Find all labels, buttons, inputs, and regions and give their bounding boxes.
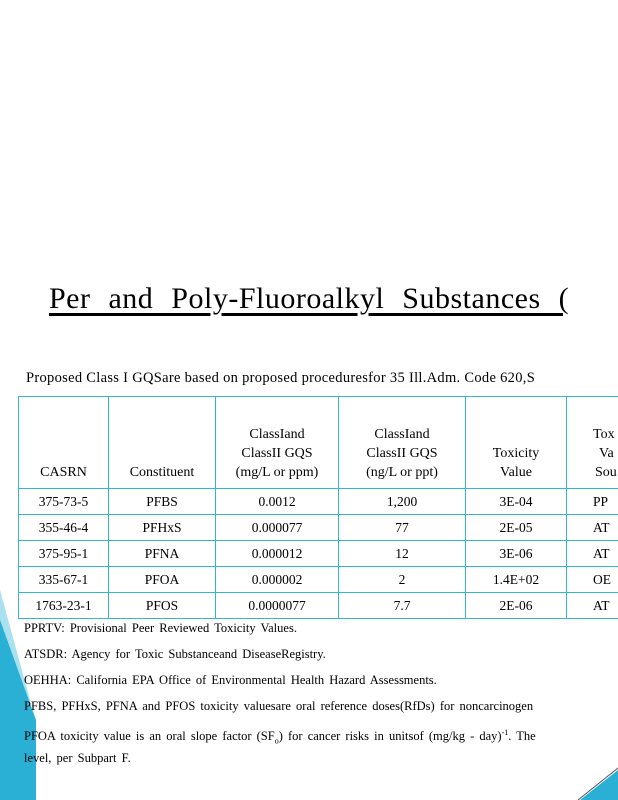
cell-casrn: 1763-23-1 (19, 593, 109, 619)
cell-casrn: 375-73-5 (19, 489, 109, 515)
cell-gqs-mg: 0.000002 (216, 567, 339, 593)
slide-title: Per and Poly-Fluoroalkyl Substances ( (49, 282, 570, 315)
slide-subtitle: Proposed Class I GQSare based on proposed proceduresfor 35 Ill.Adm. Code 620,S (26, 370, 536, 386)
cell-toxicity-value: 1.4E+02 (466, 567, 567, 593)
table-row (19, 515, 618, 541)
cell-gqs-ng: 7.7 (339, 593, 466, 619)
slope-factor-subscript: o (274, 736, 279, 746)
note-pfbs: PFBS, PFHxS, PFNA and PFOS toxicity valuesare oral reference doses(RfDs) for noncarcinogen (24, 699, 534, 713)
cell-constituent: PFOS (109, 593, 216, 619)
table-row (19, 489, 618, 515)
cell-gqs-ng: 12 (339, 541, 466, 567)
cell-gqs-mg: 0.0000077 (216, 593, 339, 619)
cell-toxicity-value: 2E-06 (466, 593, 567, 619)
cell-gqs-ng: 77 (339, 515, 466, 541)
cell-toxicity-source: PP (567, 489, 618, 515)
cell-constituent: PFBS (109, 489, 216, 515)
note-oehha: OEHHA: California EPA Office of Environmental Health Hazard Assessments. (24, 673, 437, 687)
cell-toxicity-source: AT (567, 515, 618, 541)
cell-casrn: 355-46-4 (19, 515, 109, 541)
header-gqs-mg: ClassIand ClassII GQS (mg/L or ppm) (216, 397, 339, 489)
footnotes (24, 620, 618, 776)
gqs-table (18, 396, 618, 619)
note-atsdr: ATSDR: Agency for Toxic Substanceand DiseaseRegistry. (24, 647, 326, 661)
cell-constituent: PFHxS (109, 515, 216, 541)
cell-gqs-ng: 1,200 (339, 489, 466, 515)
cell-casrn: 335-67-1 (19, 567, 109, 593)
table-row (19, 541, 618, 567)
header-toxicity-source: Tox Va Sou (567, 397, 618, 489)
cell-casrn: 375-95-1 (19, 541, 109, 567)
header-toxicity-value: Toxicity Value (466, 397, 567, 489)
cell-toxicity-value: 3E-06 (466, 541, 567, 567)
cell-gqs-mg: 0.0012 (216, 489, 339, 515)
header-casrn: CASRN (19, 397, 109, 489)
cell-toxicity-source: OE (567, 567, 618, 593)
note-pfoa: PFOA toxicity value is an oral slope factor $(SF_o)$ for cancer risks in unitsof (mg/kg - day)$^{-1}$. The level, per Subpart F. (24, 728, 536, 765)
header-constituent: Constituent (109, 397, 216, 489)
cell-constituent: PFOA (109, 567, 216, 593)
note-pprtv: PPRTV: Provisional Peer Reviewed Toxicity Values. (24, 621, 297, 635)
cell-toxicity-value: 3E-04 (466, 489, 567, 515)
cell-toxicity-source: AT (567, 593, 618, 619)
cell-toxicity-value: 2E-05 (466, 515, 567, 541)
unit-exponent: -1 (501, 728, 509, 737)
table-row (19, 567, 618, 593)
cell-toxicity-source: AT (567, 541, 618, 567)
cell-gqs-mg: 0.000012 (216, 541, 339, 567)
cell-gqs-mg: 0.000077 (216, 515, 339, 541)
cell-gqs-ng: 2 (339, 567, 466, 593)
table-header-row (19, 397, 618, 489)
cell-constituent: PFNA (109, 541, 216, 567)
note-pfoa-line2: level, per Subpart F. (24, 750, 131, 765)
header-gqs-ng: ClassIand ClassII GQS (ng/L or ppt) (339, 397, 466, 489)
table-row (19, 593, 618, 619)
